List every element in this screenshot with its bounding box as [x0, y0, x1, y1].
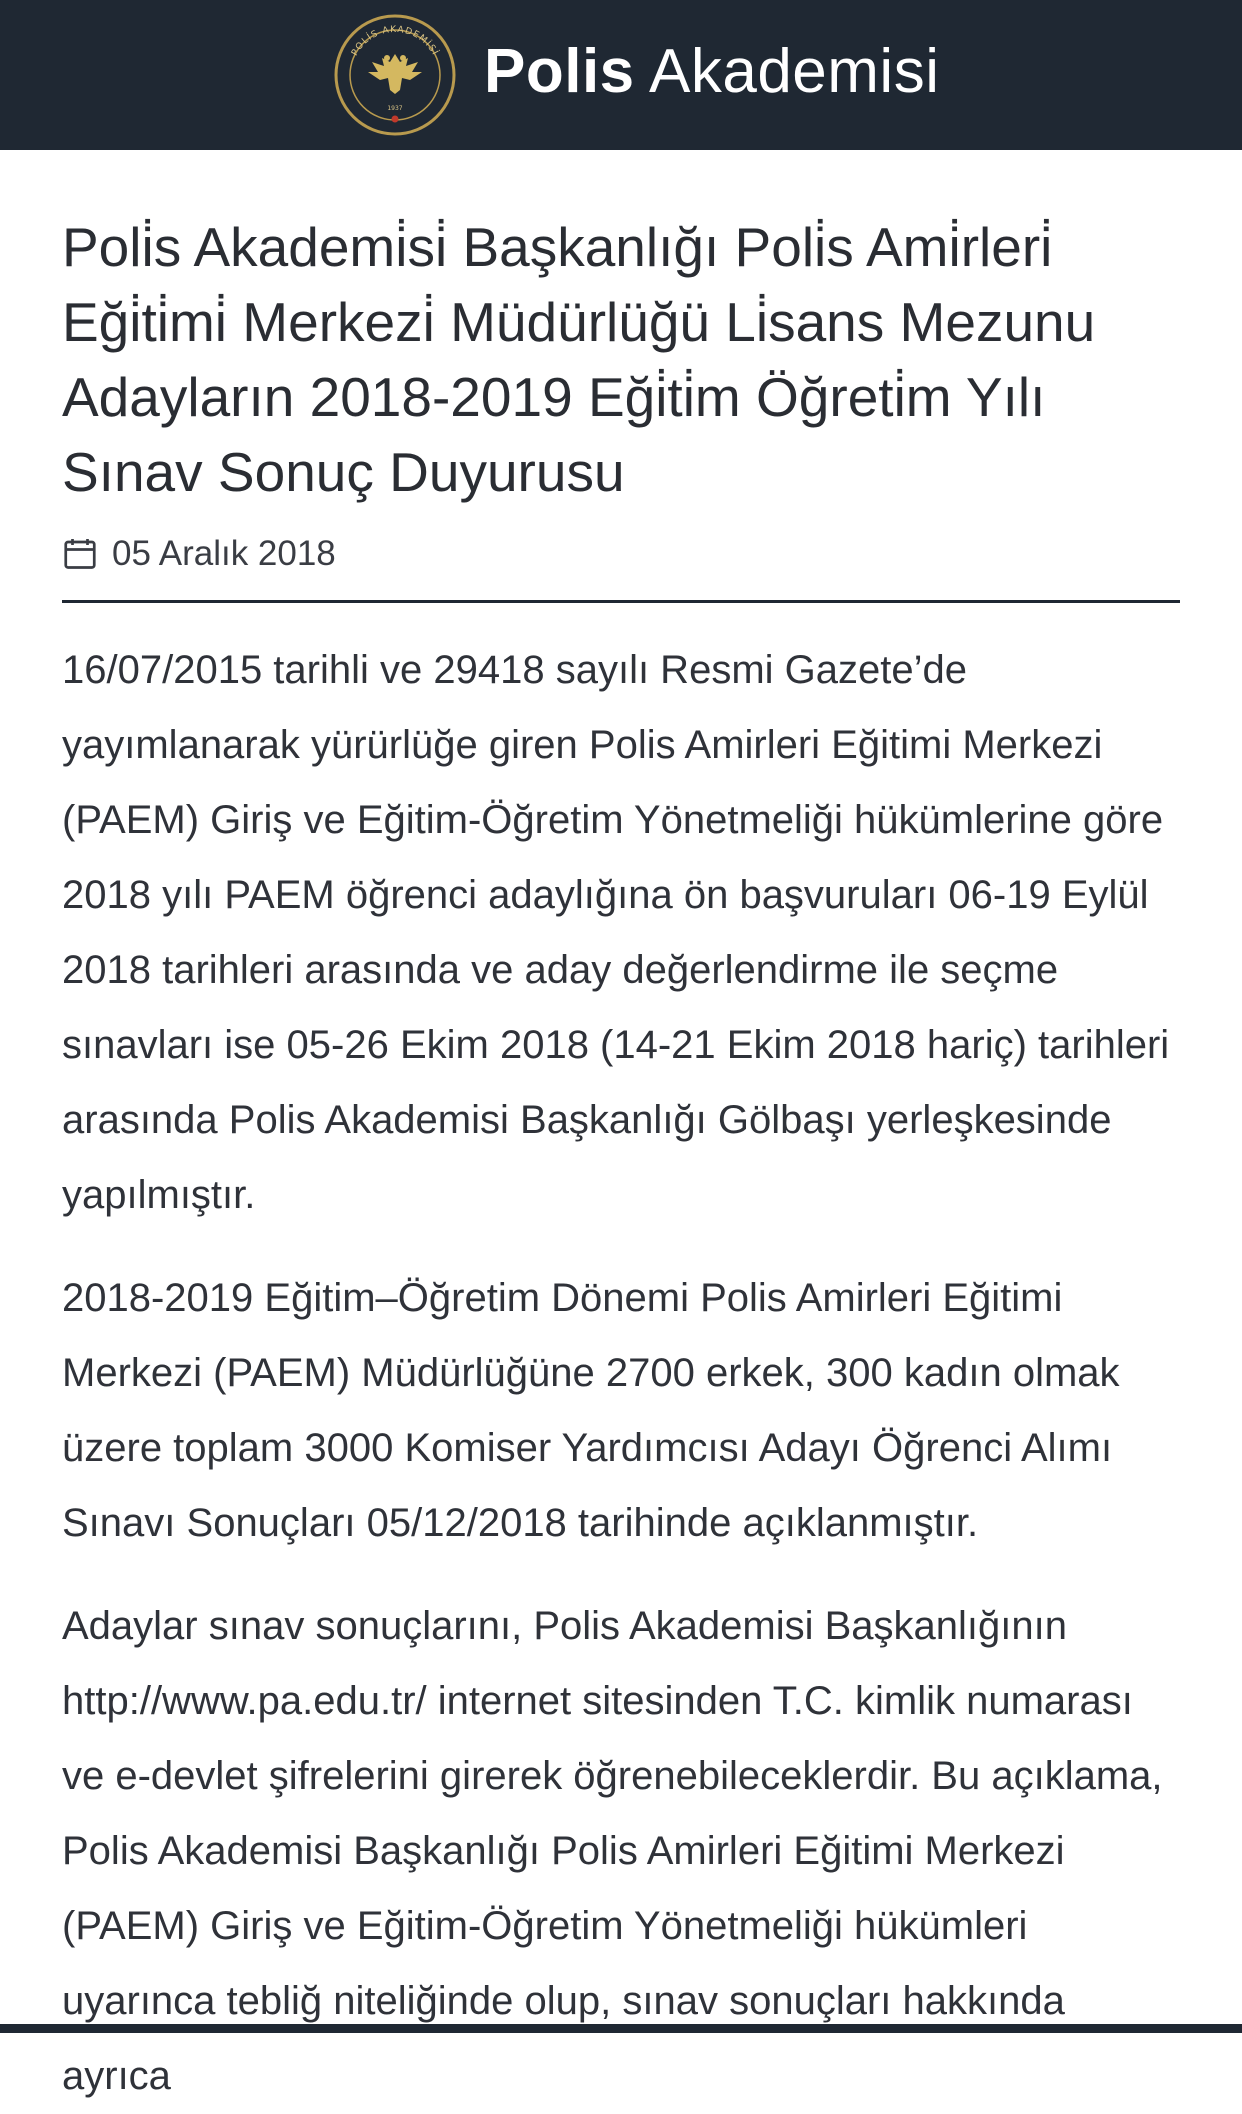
- title-divider: [62, 600, 1180, 603]
- article-paragraph: Adaylar sınav sonuçlarını, Polis Akademisi Başkanlığının http://www.pa.edu.tr/ internet sitesinden T.C. kimlik numarası ve e-devlet şifrelerini girerek öğrenebileceklerdir. Bu açıklama, Polis Akademisi Başkanlığı Polis Amirleri Eğitimi Merkezi (PAEM) Giriş ve Eğitim-Öğretim Yönetmeliği hükümleri uyarınca tebliğ niteliğinde olup, sınav sonuçları hakkında ayrıca: [62, 1604, 1163, 2098]
- logo-year: 1937: [387, 105, 403, 112]
- article-paragraph: 16/07/2015 tarihli ve 29418 sayılı Resmi Gazete’de yayımlanarak yürürlüğe giren Polis Amirleri Eğitimi Merkezi (PAEM) Giriş ve Eğitim-Öğretim Yönetmeliği hükümlerine göre 2018 yılı PAEM öğrenci adaylığına ön başvuruları 06-19 Eylül 2018 tarihleri arasında ve aday değerlendirme ile seçme sınavları ise 05-26 Ekim 2018 (14-21 Ekim 2018 hariç) tarihleri arasında Polis Akademisi Başkanlığı Gölbaşı yerleşkesinde yapılmıştır.: [62, 648, 1170, 1217]
- publish-date: 05 Aralık 2018: [112, 534, 336, 573]
- bottom-bar: [0, 2024, 1242, 2033]
- calendar-icon: [62, 536, 98, 572]
- brand-light-text: Akademisi: [648, 37, 940, 106]
- article-paragraph: 2018-2019 Eğitim–Öğretim Dönemi Polis Amirleri Eğitimi Merkezi (PAEM) Müdürlüğüne 2700 erkek, 300 kadın olmak üzere toplam 3000 Komiser Yardımcısı Adayı Öğrenci Alımı Sınavı Sonuçları 05/12/2018 tarihinde açıklanmıştır.: [62, 1276, 1120, 1545]
- article-title: Poli̇s Akademi̇si̇ Başkanlığı Poli̇s Ami̇rleri̇ Eği̇ti̇mi̇ Merkezi̇ Müdürlüğü Li̇sans Mezunu Adayların 2018-2019 Eği̇ti̇m Öğreti̇m Yılı Sınav Sonuç Duyurusu: [62, 216, 1096, 503]
- news-article: [62, 210, 1180, 2114]
- police-academy-logo[interactable]: [334, 14, 456, 136]
- brand-bold-text: Polis: [484, 37, 635, 106]
- logo-arc-text: POLİS AKADEMİSİ: [350, 24, 440, 58]
- site-brand[interactable]: [484, 34, 939, 110]
- top-navbar: [0, 0, 1242, 150]
- article-meta: [62, 532, 1180, 576]
